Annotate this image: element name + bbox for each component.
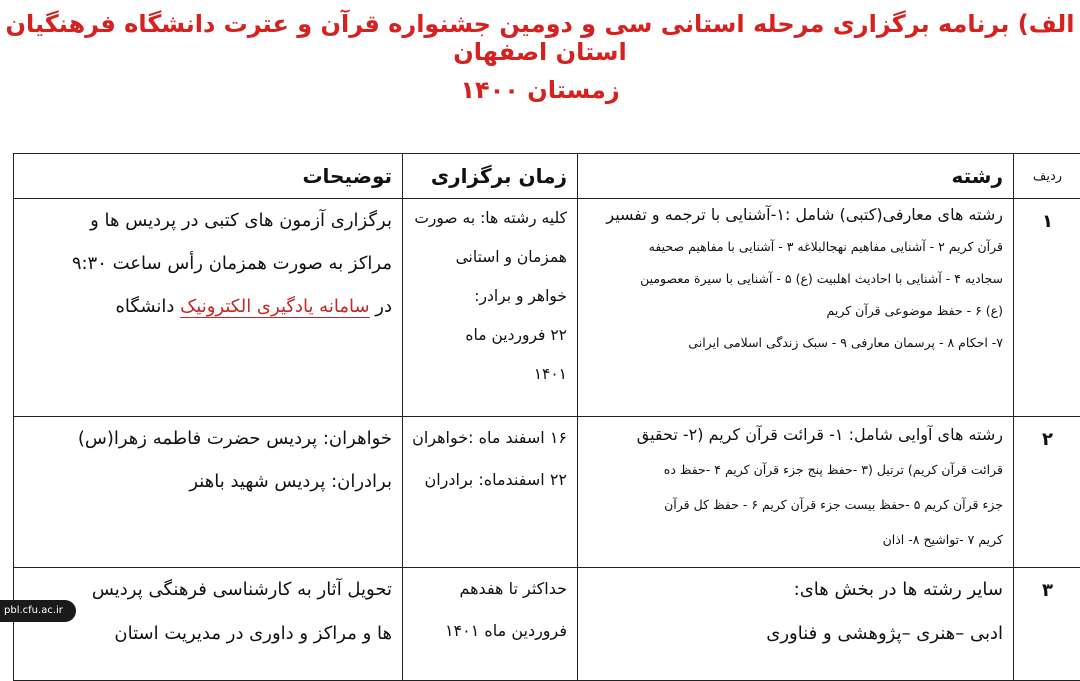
field-line: قرائت قرآن کریم) ترتیل (۳ -حفظ پنج جزء قرآن کریم ۴ -حفظ ده xyxy=(588,452,1003,487)
field-line: رشته های آوایی شامل: ۱- قرائت قرآن کریم (۲- تحقیق xyxy=(588,417,1003,452)
row-number: ۲ xyxy=(1014,417,1080,568)
row-number: ۱ xyxy=(1014,199,1080,417)
notes-text: در xyxy=(375,296,392,317)
notes-cell xyxy=(14,568,403,681)
time-line: همزمان و استانی xyxy=(413,238,567,277)
header-row-no: ردیف xyxy=(1014,154,1080,199)
field-line: (ع) ۶ - حفظ موضوعی قرآن کریم xyxy=(588,295,1003,327)
table-row xyxy=(14,199,1080,417)
header-notes: توضیحات xyxy=(14,154,403,199)
page-title: الف) برنامه برگزاری مرحله استانی سی و دومین جشنواره قرآن و عترت دانشگاه فرهنگیان استان اصفهان xyxy=(0,10,1080,66)
notes-text: دانشگاه xyxy=(115,296,174,317)
time-cell xyxy=(403,568,578,681)
field-line: جزء قرآن کریم ۵ -حفظ بیست جزء قرآن کریم ۶ - حفظ کل قرآن xyxy=(588,487,1003,522)
field-line: رشته های معارفی(کتبی) شامل :۱-آشنایی با ترجمه و تفسیر xyxy=(588,199,1003,231)
time-line: ۱۶ اسفند ماه :خواهران xyxy=(413,417,567,459)
notes-cell xyxy=(14,417,403,568)
field-cell xyxy=(578,199,1014,417)
field-line: کریم ۷ -تواشیح ۸- اذان xyxy=(588,522,1003,557)
notes-line: مراکز به صورت همزمان رأس ساعت ۹:۳۰ xyxy=(24,242,392,285)
time-line: خواهر و برادر: xyxy=(413,277,567,316)
field-line: سجادیه ۴ - آشنایی با احادیث اهلبیت (ع) ۵ - آشنایی با سیرة معصومین xyxy=(588,263,1003,295)
notes-line xyxy=(24,285,392,328)
field-line: قرآن کریم ۲ - آشنایی مفاهیم نهجالبلاغه ۳ - آشنایی با مفاهیم صحیفه xyxy=(588,231,1003,263)
schedule-table xyxy=(13,153,1080,681)
field-cell xyxy=(578,417,1014,568)
e-learning-system-link[interactable]: سامانه یادگیری الکترونیک xyxy=(180,296,369,318)
page-subtitle: زمستان ۱۴۰۰ xyxy=(0,76,1080,104)
time-line: ۲۲ فروردین ماه xyxy=(413,316,567,355)
time-cell xyxy=(403,417,578,568)
field-cell xyxy=(578,568,1014,681)
time-line: فروردین ماه ۱۴۰۱ xyxy=(413,610,567,652)
row-number: ۳ xyxy=(1014,568,1080,681)
notes-cell xyxy=(14,199,403,417)
header-time: زمان برگزاری xyxy=(403,154,578,199)
field-line: ۷- احکام ۸ - پرسمان معارفی ۹ - سبک زندگی اسلامی ایرانی xyxy=(588,327,1003,359)
table-header-row xyxy=(14,154,1080,199)
notes-line: ها و مراکز و داوری در مدیریت استان xyxy=(24,612,392,656)
site-watermark: pbl.cfu.ac.ir xyxy=(0,600,76,622)
field-line: ادبی –هنری –پژوهشی و فناوری xyxy=(588,612,1003,656)
notes-line: برادران: پردیس شهید باهنر xyxy=(24,460,392,503)
time-line: ۱۴۰۱ xyxy=(413,355,567,394)
time-line: کلیه رشته ها: به صورت xyxy=(413,199,567,238)
notes-line: خواهران: پردیس حضرت فاطمه زهرا(س) xyxy=(24,417,392,460)
table-row xyxy=(14,568,1080,681)
header-field: رشته xyxy=(578,154,1014,199)
notes-line: برگزاری آزمون های کتبی در پردیس ها و xyxy=(24,199,392,242)
time-cell xyxy=(403,199,578,417)
field-line: سایر رشته ها در بخش های: xyxy=(588,568,1003,612)
time-line: حداکثر تا هفدهم xyxy=(413,568,567,610)
notes-line: تحویل آثار به کارشناسی فرهنگی پردیس xyxy=(24,568,392,612)
table-row xyxy=(14,417,1080,568)
time-line: ۲۲ اسفندماه: برادران xyxy=(413,459,567,501)
